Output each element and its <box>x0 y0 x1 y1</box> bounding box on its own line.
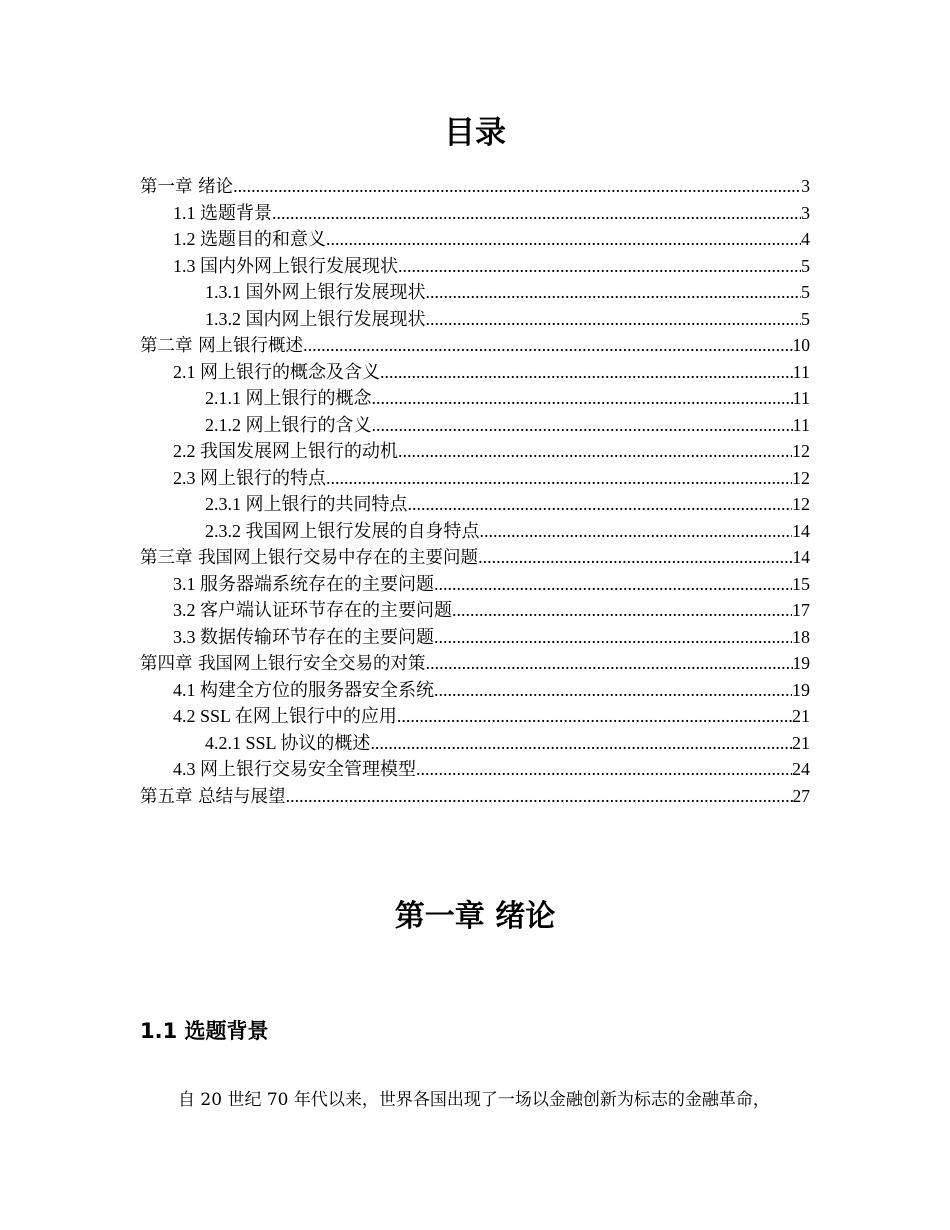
toc-dot-leader <box>478 544 792 571</box>
toc-entry[interactable] <box>140 465 810 492</box>
toc-entry-label: 4.3 网上银行交易安全管理模型 <box>173 759 416 779</box>
toc-entry-label: 2.1 网上银行的概念及含义 <box>173 361 380 382</box>
toc-entry-label: 2.3.1 网上银行的共同特点 <box>205 494 408 514</box>
toc-entry-page-number: 17 <box>792 600 810 620</box>
toc-dot-leader <box>398 253 801 280</box>
toc-entry-label: 第一章 绪论 <box>140 177 234 197</box>
toc-dot-leader <box>426 306 802 333</box>
toc-entry-page-number: 12 <box>792 494 810 514</box>
toc-entry-page-number: 11 <box>792 361 810 382</box>
toc-dot-leader <box>326 465 792 492</box>
toc-entry-page-number: 12 <box>792 441 810 461</box>
toc-dot-leader <box>480 518 793 545</box>
toc-entry-page-number: 11 <box>792 414 810 435</box>
toc-entry-page-number: 19 <box>792 679 810 700</box>
toc-entry[interactable] <box>140 200 810 227</box>
toc-title: 目录 <box>444 115 506 151</box>
toc-dot-leader <box>286 783 793 810</box>
toc-entry-page-number: 11 <box>792 388 810 408</box>
toc-dot-leader <box>426 650 793 677</box>
toc-entry-label: 第五章 总结与展望 <box>140 786 286 807</box>
toc-entry-label: 3.2 客户端认证环节存在的主要问题 <box>173 600 452 620</box>
toc-entry-label: 2.3.2 我国网上银行发展的自身特点 <box>205 520 480 541</box>
toc-entry-page-number: 27 <box>792 785 810 806</box>
toc-entry-page-number: 14 <box>792 520 810 541</box>
toc-dot-leader <box>372 385 793 412</box>
toc-entry[interactable] <box>140 597 810 624</box>
toc-dot-leader <box>303 332 792 359</box>
toc-dot-leader <box>416 756 792 783</box>
toc-entry-page-number: 15 <box>792 573 810 594</box>
toc-dot-leader <box>408 491 793 518</box>
toc-dot-leader <box>272 200 801 227</box>
toc-entry-page-number: 3 <box>801 176 810 196</box>
toc-entry-label: 4.2.1 SSL 协议的概述 <box>205 732 371 753</box>
toc-entry[interactable] <box>140 783 810 810</box>
toc-entry-page-number: 12 <box>792 467 810 488</box>
toc-entry-page-number: 10 <box>792 335 810 355</box>
toc-entry-page-number: 5 <box>801 282 810 302</box>
toc-entry[interactable] <box>140 412 810 439</box>
toc-entry[interactable] <box>140 491 810 518</box>
toc-dot-leader <box>326 226 801 253</box>
toc-dot-leader <box>434 624 792 651</box>
toc-dot-leader <box>233 173 801 200</box>
toc-entry-label: 4.2 SSL 在网上银行中的应用 <box>173 706 397 726</box>
toc-entry-page-number: 5 <box>801 255 810 276</box>
toc-entry-label: 1.3.2 国内网上银行发展现状 <box>205 308 426 329</box>
toc-entry-label: 1.3.1 国外网上银行发展现状 <box>205 282 426 302</box>
body-paragraph: 自 20 世纪 70 年代以来，世界各国出现了一场以金融创新为标志的金融革命， <box>178 1090 770 1110</box>
toc-entry-label: 第四章 我国网上银行安全交易的对策 <box>140 654 426 674</box>
chapter-heading: 第一章 绪论 <box>394 899 556 934</box>
toc-entry[interactable] <box>140 279 810 306</box>
toc-dot-leader <box>452 597 792 624</box>
toc-entry-page-number: 3 <box>801 202 810 223</box>
toc-entry-label: 4.1 构建全方位的服务器安全系统 <box>173 679 434 700</box>
toc-entry[interactable] <box>140 730 810 757</box>
toc-dot-leader <box>397 703 792 730</box>
toc-entry-label: 第三章 我国网上银行交易中存在的主要问题 <box>140 548 479 568</box>
toc-entry-label: 第二章 网上银行概述 <box>140 336 304 356</box>
toc-entry[interactable] <box>140 359 810 386</box>
toc-dot-leader <box>434 677 792 704</box>
table-of-contents <box>140 173 810 809</box>
toc-entry[interactable] <box>140 571 810 598</box>
toc-entry[interactable] <box>140 650 810 677</box>
toc-entry-label: 2.3 网上银行的特点 <box>173 467 326 488</box>
toc-entry[interactable] <box>140 703 810 730</box>
toc-entry-page-number: 14 <box>792 547 810 567</box>
toc-dot-leader <box>426 279 802 306</box>
toc-entry[interactable] <box>140 518 810 545</box>
toc-entry[interactable] <box>140 173 810 200</box>
toc-dot-leader <box>380 359 793 386</box>
toc-entry-label: 3.3 数据传输环节存在的主要问题 <box>173 626 434 647</box>
toc-entry-page-number: 24 <box>792 759 810 779</box>
toc-dot-leader <box>370 730 792 757</box>
toc-entry-page-number: 4 <box>801 229 810 249</box>
toc-dot-leader <box>434 571 792 598</box>
toc-entry[interactable] <box>140 253 810 280</box>
toc-entry[interactable] <box>140 385 810 412</box>
toc-entry[interactable] <box>140 332 810 359</box>
toc-dot-leader <box>372 412 793 439</box>
section-heading: 1.1 选题背景 <box>140 1019 269 1043</box>
toc-entry-page-number: 18 <box>792 626 810 647</box>
toc-entry[interactable] <box>140 756 810 783</box>
toc-entry-label: 2.1.2 网上银行的含义 <box>205 414 372 435</box>
toc-entry-page-number: 19 <box>792 653 810 673</box>
toc-entry-page-number: 21 <box>792 706 810 726</box>
toc-entry-label: 2.2 我国发展网上银行的动机 <box>173 441 398 461</box>
toc-entry-page-number: 5 <box>801 308 810 329</box>
toc-entry-label: 1.1 选题背景 <box>173 202 272 223</box>
toc-entry-label: 3.1 服务器端系统存在的主要问题 <box>173 573 434 594</box>
toc-entry[interactable] <box>140 624 810 651</box>
toc-entry[interactable] <box>140 226 810 253</box>
toc-entry[interactable] <box>140 677 810 704</box>
toc-entry[interactable] <box>140 306 810 333</box>
toc-entry-label: 2.1.1 网上银行的概念 <box>205 388 372 408</box>
toc-entry-page-number: 21 <box>792 732 810 753</box>
toc-dot-leader <box>398 438 792 465</box>
toc-entry[interactable] <box>140 438 810 465</box>
toc-entry[interactable] <box>140 544 810 571</box>
toc-entry-label: 1.3 国内外网上银行发展现状 <box>173 255 398 276</box>
toc-entry-label: 1.2 选题目的和意义 <box>173 229 326 249</box>
